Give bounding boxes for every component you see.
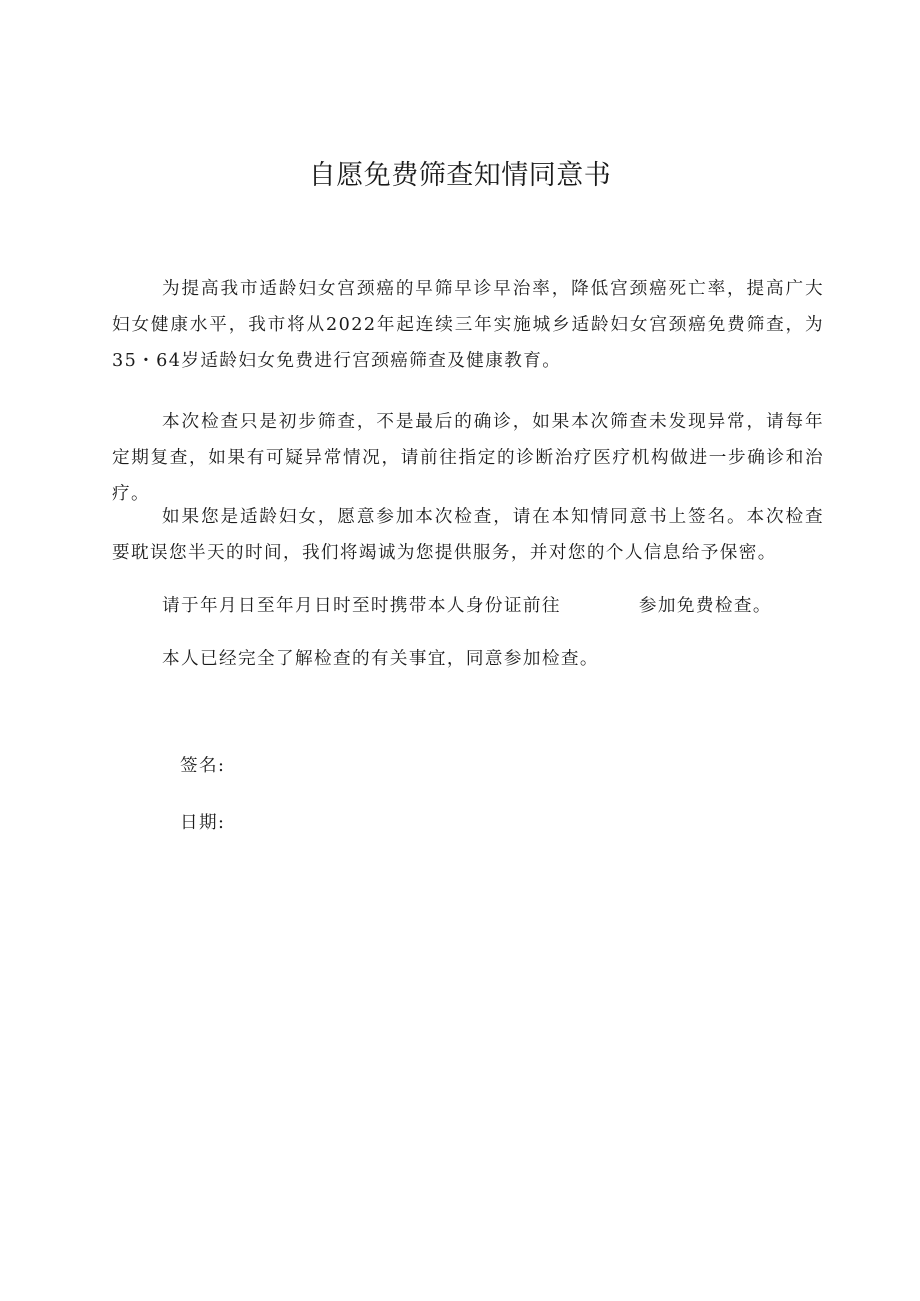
paragraph-signing-request: 如果您是适龄妇女，愿意参加本次检查，请在本知情同意书上签名。本次检查要耽误您半天的时间，我们将竭诚为您提供服务，并对您的个人信息给予保密。 [112, 507, 824, 563]
paragraph-screening-note: 本次检查只是初步筛查，不是最后的确诊，如果本次筛查未发现异常，请每年定期复查，如果有可疑异常情况，请前往指定的诊断治疗医疗机构做进一步确诊和治疗。 [112, 412, 824, 504]
appointment-text-before: 请于年月日至年月日时至时携带本人身份证前往 [162, 596, 561, 616]
appointment-text-after: 参加免费检查。 [638, 596, 772, 616]
paragraph-consent-statement: 本人已经完全了解检查的有关事宜，同意参加检查。 [162, 649, 599, 669]
paragraph-purpose: 为提高我市适龄妇女宫颈癌的早筛早诊早治率，降低宫颈癌死亡率，提高广大妇女健康水平，我市将从2022年起连续三年实施城乡适龄妇女宫颈癌免费筛查，为35・64岁适龄妇女免费进行宫颈癌筛查及健康教育。 [112, 279, 824, 371]
document-title: 自愿免费筛查知情同意书 [308, 160, 612, 191]
paragraph-appointment [112, 588, 824, 624]
signature-label: 签名: [180, 756, 226, 776]
date-label: 日期: [180, 813, 226, 833]
